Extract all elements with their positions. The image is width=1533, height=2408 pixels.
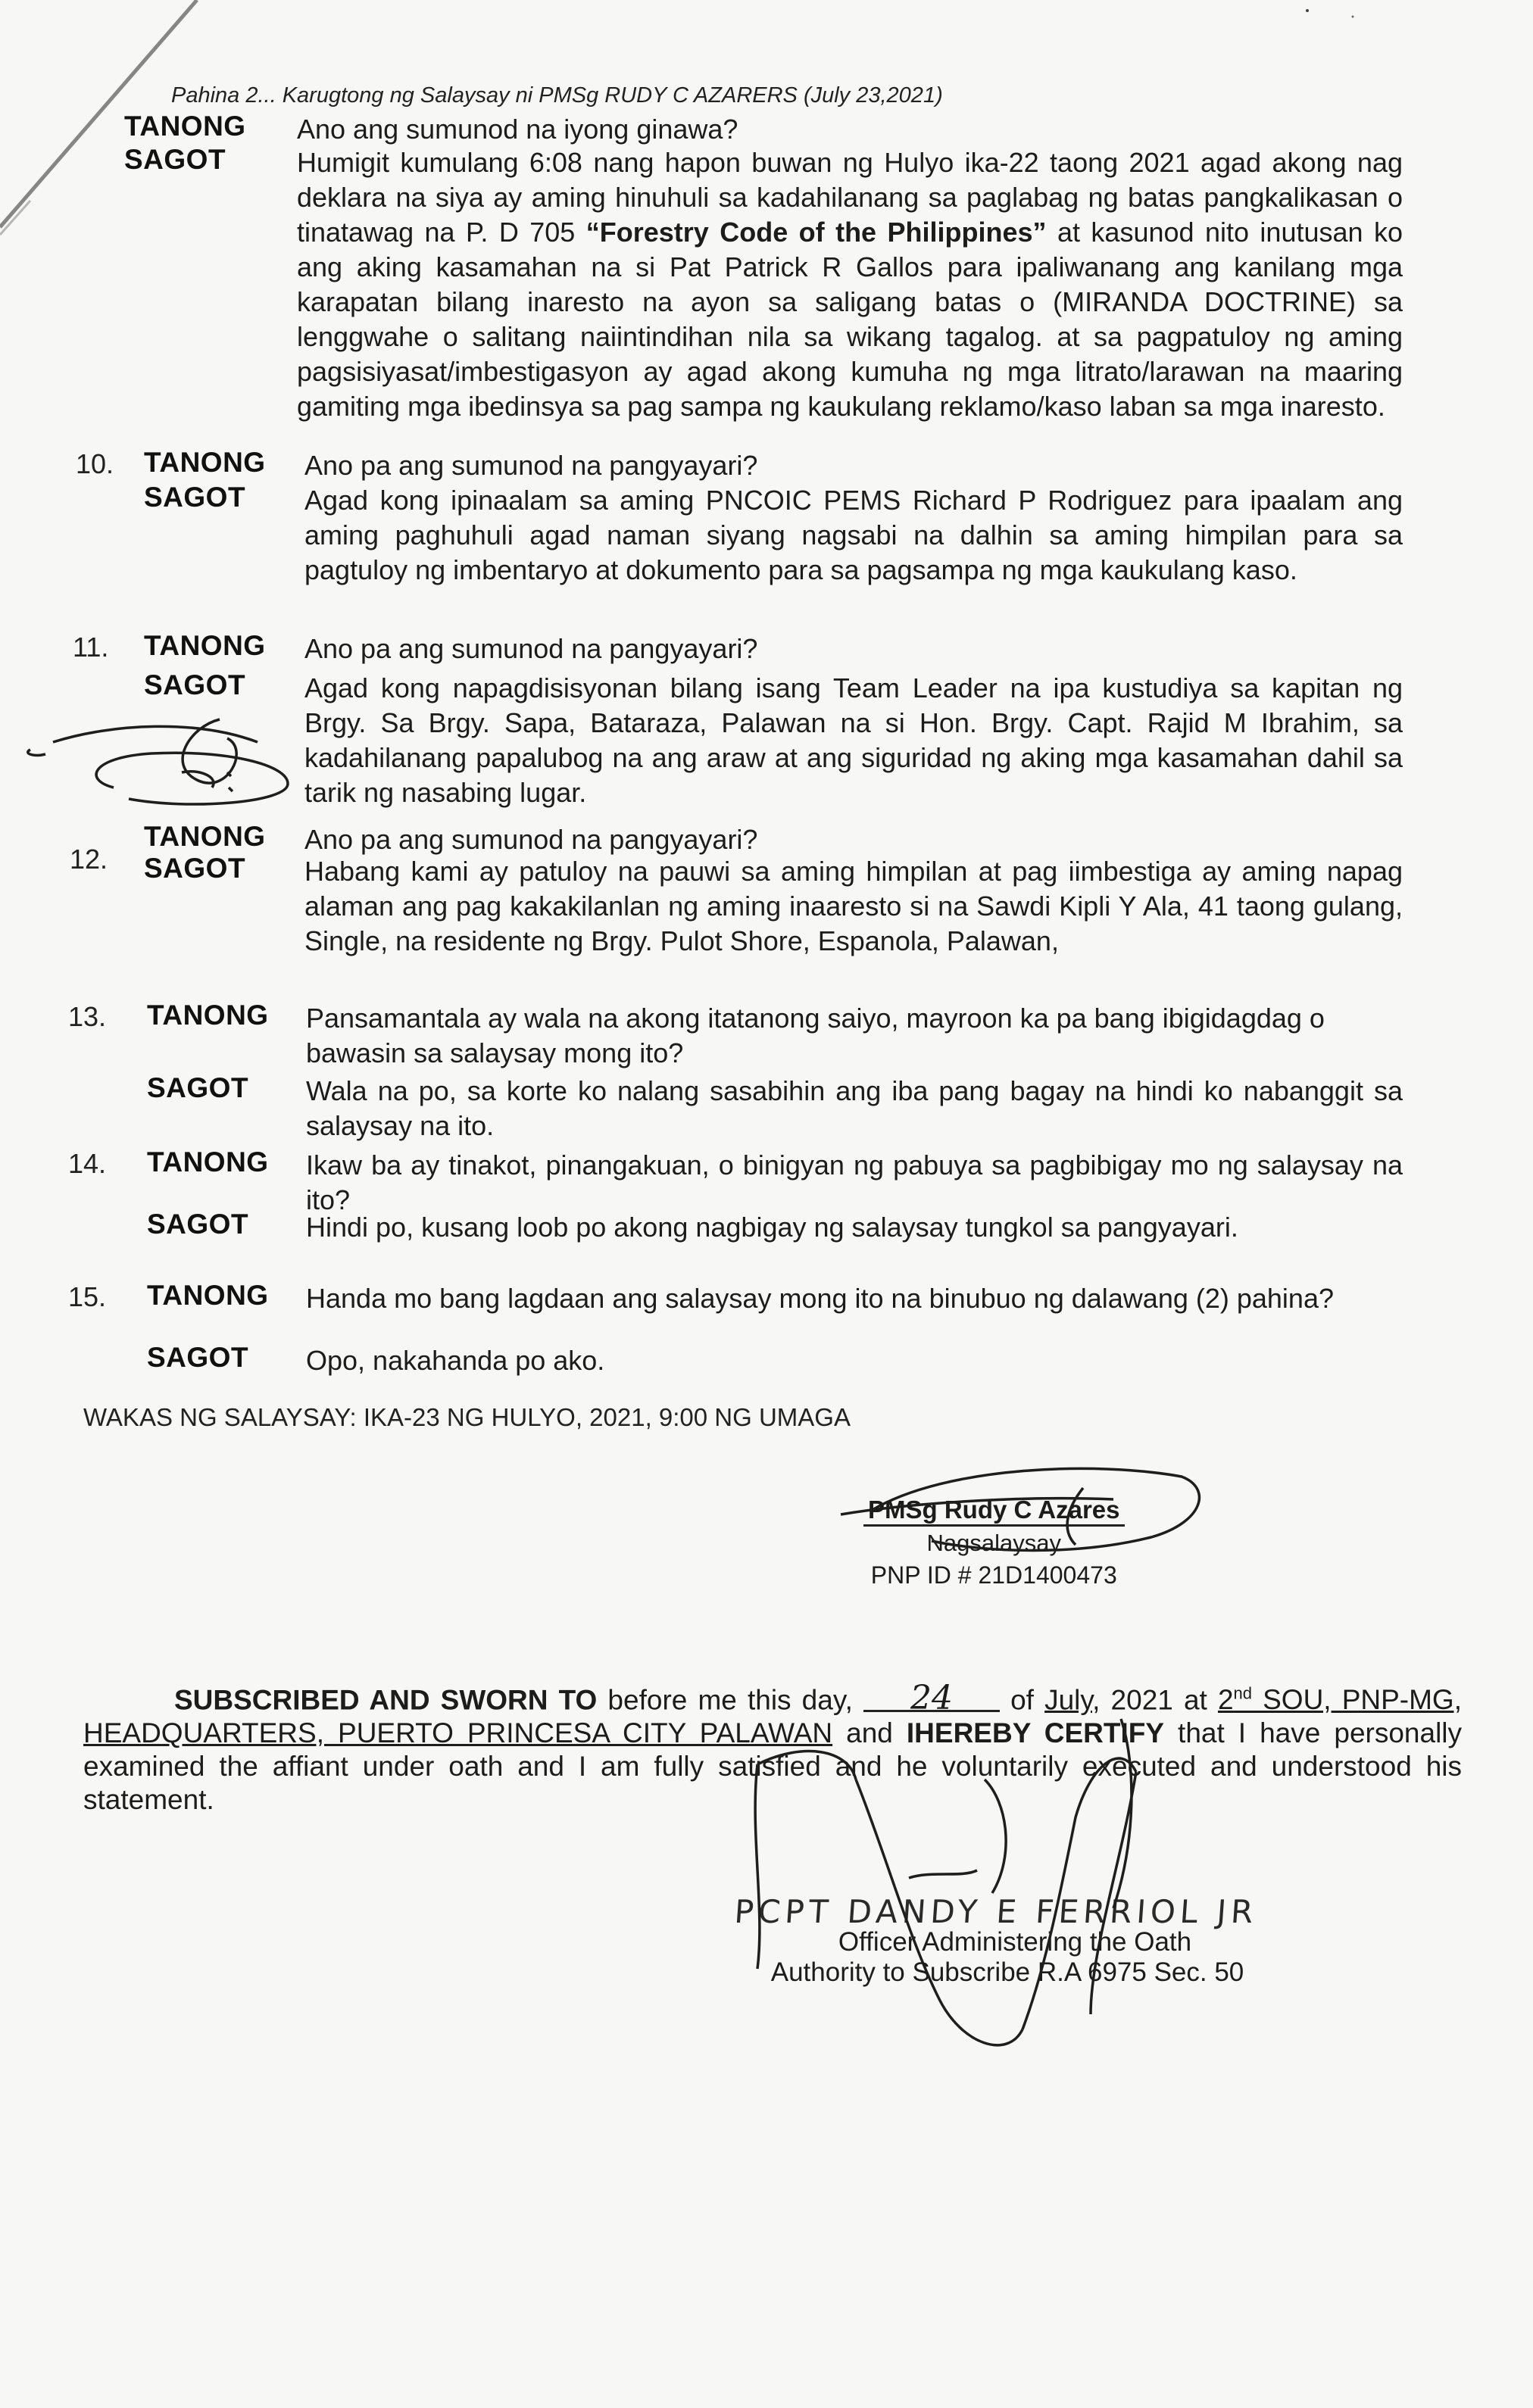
- answer-text: Wala na po, sa korte ko nalang sasabihin ang iba pang bagay na hindi ko nabanggit sa salaysay na ito.: [306, 1075, 1403, 1141]
- answer-label: SAGOT: [144, 853, 246, 884]
- affiant-signature-block: [863, 1496, 1125, 1589]
- answer-text: Agad kong napagdisisyonan bilang isang Team Leader na ipa kustudiya sa kapitan ng Brgy. Sa Brgy. Sapa, Bataraza, Palawan na si Hon. Brgy. Capt. Rajid M Ibrahim, sa kadahilanang papalubog na ang araw at ang siguridad ng aking mga kasamahan dahil sa tarik ng nasabing lugar.: [304, 672, 1403, 808]
- margin-signature: [28, 719, 288, 804]
- question-label: TANONG: [144, 447, 266, 478]
- item-number: 11.: [73, 632, 109, 663]
- answer-label: SAGOT: [147, 1209, 249, 1240]
- question-text: Handa mo bang lagdaan ang salaysay mong ito na binubuo ng dalawang (2) pahina?: [306, 1283, 1334, 1314]
- answer-label: SAGOT: [147, 1342, 249, 1373]
- item-number: 13.: [68, 1001, 107, 1032]
- question-label: TANONG: [147, 1000, 269, 1031]
- question-label: TANONG: [144, 630, 266, 661]
- oath-paragraph: SUBSCRIBED AND SWORN TO before me this day, 24 of July, 2021 at 2nd SOU, PNP-MG, HEADQUARTERS, PUERTO PRINCESA CITY PALAWAN and IHEREBY CERTIFY that I have personally examined the affiant under oath and I am fully satisfied and he voluntarily executed and understood his statement.: [83, 1679, 1463, 1816]
- answer-text: Opo, nakahanda po ako.: [306, 1345, 605, 1376]
- officer-title: Officer Administering the Oath: [838, 1927, 1192, 1957]
- affiant-role: Nagsalaysay: [926, 1530, 1061, 1556]
- item-number: 12.: [70, 844, 108, 875]
- question-text: Ano ang sumunod na iyong ginawa?: [297, 114, 738, 145]
- item-number: 14.: [68, 1148, 107, 1179]
- question-text: Ano pa ang sumunod na pangyayari?: [304, 450, 758, 481]
- answer-text: Humigit kumulang 6:08 nang hapon buwan ng Hulyo ika-22 taong 2021 agad akong nag deklara na siya ay aming hinuhuli sa kadahilanang sa paglabag ng batas pangkalikasan o tinatawag na P. D 705 “Forestry Code of the Philippines” at kasunod nito inutusan ko ang aking kasamahan na si Pat Patrick R Gallos para ipaliwanang ang kanilang mga karapatan bilang inaresto na ayon sa saligang batas o (MIRANDA DOCTRINE) sa lenggwahe o salitang naiintindihan nila sa wikang tagalog. at sa pagpatuloy ng aming pagsisiyasat/imbestigasyon ay agad akong kumuha ng mga litrato/larawan na maaring gamiting mga ibedinsya sa pag sampa ng kaukulang reklamo/kaso laban sa mga inaresto.: [297, 147, 1403, 422]
- question-text: Pansamantala ay wala na akong itatanong saiyo, mayroon ka pa bang ibigidagdag o bawasin sa salaysay mong ito?: [306, 1003, 1325, 1068]
- question-text: Ikaw ba ay tinakot, pinangakuan, o binigyan ng pabuya sa pagbibigay mo ng salaysay na ito?: [306, 1149, 1403, 1215]
- question-text: Ano pa ang sumunod na pangyayari?: [304, 633, 758, 664]
- item-number: 10.: [76, 448, 114, 479]
- officer-block: [727, 1893, 1333, 1988]
- answer-label: SAGOT: [124, 144, 226, 175]
- answer-label: SAGOT: [144, 669, 246, 700]
- day-blank: 24: [863, 1687, 1000, 1712]
- page-header: Pahina 2... Karugtong ng Salaysay ni PMSg RUDY C AZARERS (July 23,2021): [171, 83, 943, 108]
- question-label: TANONG: [144, 821, 266, 852]
- answer-label: SAGOT: [147, 1072, 249, 1103]
- answer-text: Agad kong ipinaalam sa aming PNCOIC PEMS Richard P Rodriguez para ipaalam ang aming paghuhuli agad naman siyang nagsabi na dalhin sa aming himpilan para sa pagtuloy ng imbentaryo at dokumento para sa pagsampa ng mga kaukulang kaso.: [304, 485, 1403, 585]
- question-label: TANONG: [147, 1146, 269, 1177]
- question-label: TANONG: [124, 111, 246, 142]
- affiant-pnp-id: PNP ID # 21D1400473: [870, 1561, 1117, 1589]
- officer-handwritten-name: PCPT DANDY E FERRIOL JR: [733, 1893, 1259, 1930]
- closing-statement: WAKAS NG SALAYSAY: IKA-23 NG HULYO, 2021, 9:00 NG UMAGA: [83, 1403, 851, 1431]
- answer-text: Habang kami ay patuloy na pauwi sa aming himpilan at pag iimbestiga ay aming napag alaman ang pag kakakilanlan ng aming inaaresto si na Sawdi Kipli Y Ala, 41 taong gulang, Single, na residente ng Brgy. Pulot Shore, Espanola, Palawan,: [304, 856, 1403, 956]
- question-label: TANONG: [147, 1280, 269, 1311]
- answer-text: Hindi po, kusang loob po akong nagbigay ng salaysay tungkol sa pangyayari.: [306, 1212, 1238, 1243]
- answer-label: SAGOT: [144, 482, 246, 513]
- affiant-name: PMSg Rudy C Azares: [863, 1496, 1125, 1527]
- question-text: Ano pa ang sumunod na pangyayari?: [304, 824, 758, 855]
- item-number: 15.: [68, 1281, 107, 1312]
- officer-authority: Authority to Subscribe R.A 6975 Sec. 50: [770, 1957, 1244, 1987]
